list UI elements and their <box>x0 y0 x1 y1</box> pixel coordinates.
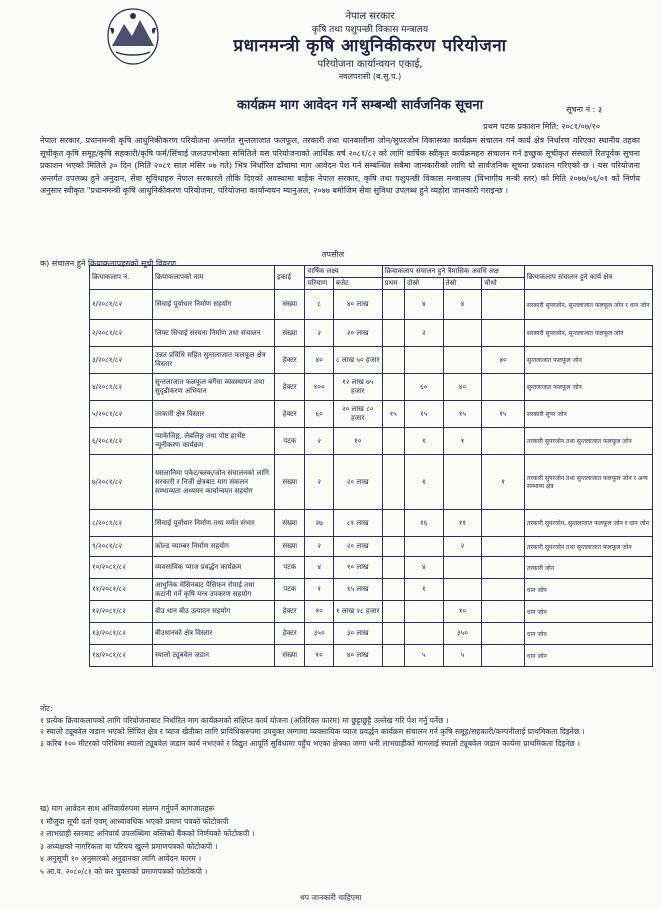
cell-budget: ४० लाख <box>333 645 382 667</box>
document-item: २ लाभग्राही स्तरबाट अनिवार्य उपलब्धिमा बस्तिको बैंकको निर्णयको फोटोकपी । <box>40 829 255 839</box>
cell-unit: संख्या <box>274 320 304 347</box>
cell-budget: १० लाख <box>333 557 382 579</box>
notes-label: नोट: <box>40 704 53 713</box>
documents-title: ख) माग आवेदन साथ अनिवार्यरुपमा संलग्न गर्नुपर्ने कागजातहरू <box>40 804 215 813</box>
cell-qty: २ <box>305 428 333 455</box>
cell-q3: ४० <box>443 374 482 401</box>
cell-no: ७/२०८१/८२ <box>90 455 153 510</box>
cell-name: कोल्ड च्याम्बर निर्माण सहयोग <box>153 537 275 557</box>
cell-q1 <box>382 510 404 537</box>
table-title: क) संचालन हुने क्रियाकलापहरुको सूची विवरण <box>40 259 177 268</box>
header-area: क्रियाकलाप संचालन हुने कार्य क्षेत्र <box>524 266 652 290</box>
cell-q4 <box>482 601 525 623</box>
cell-no: ४/२०८१/८२ <box>90 374 153 401</box>
header-no: क्रियाकलाप नं. <box>90 266 153 290</box>
cell-unit: हेक्टर <box>274 623 304 645</box>
documents-section <box>40 803 640 879</box>
cell-q1: १५ <box>382 401 404 428</box>
cell-area: तरकारी सुपरजोन, सुन्तलाजात फलफूल जोन र धान जोन <box>524 510 652 537</box>
cell-no: १०/२०८१/८२ <box>90 557 153 579</box>
cell-unit: संख्या <box>274 510 304 537</box>
cell-budget: १२ लाख ७५ हजार <box>333 374 382 401</box>
cell-q2: १ <box>404 579 443 601</box>
cell-no: १४/२०८१/८२ <box>90 645 153 667</box>
cell-q3: ४ <box>443 290 482 320</box>
cell-q4 <box>482 623 525 645</box>
cell-q4 <box>482 557 525 579</box>
header-q3: तेस्रो <box>443 278 482 290</box>
cell-area: सरकारी सुपरजोन, सुन्तलाजात फलफूल जोन र धान जोन <box>524 290 652 320</box>
cell-qty: ३५० <box>305 623 333 645</box>
cell-budget: १० <box>333 428 382 455</box>
cell-q1 <box>382 645 404 667</box>
header-annual-target: वार्षिक लक्ष्य <box>305 266 382 278</box>
cell-area: सरकारी सुपरजोन, सुन्तलाजात फलफूल जोन <box>524 320 652 347</box>
cell-name: सिंचाई पूर्वाधार निर्माण तथा मर्मत संभार <box>153 510 275 537</box>
footer-note: थप जानकारी चाहिएमा <box>300 893 362 902</box>
document-item: १ मौजुदा सूची दर्ता एवम् आध्यावधिक भएको प्रमाण पत्रको फोटोकपी <box>40 816 229 826</box>
cell-q4 <box>482 428 525 455</box>
cell-q1 <box>382 579 404 601</box>
header-q1: प्रथम <box>382 278 404 290</box>
cell-area: धान जोन <box>524 601 652 623</box>
cell-q4: ४० <box>482 347 525 374</box>
cell-q1 <box>382 455 404 510</box>
cell-q3: ३५० <box>443 623 482 645</box>
cell-q3 <box>443 579 482 601</box>
cell-name: उन्नत प्रविधि सहित सुन्तलाजात फलफूल क्षेत्र विस्तार <box>153 347 275 374</box>
table-row <box>90 510 653 537</box>
cell-q2: ५ <box>404 645 443 667</box>
cell-name: आधुनिक मेसिनबाट पैसिफन रोपाई तथा कटानी गर्ने कृषि यन्त्र उपकरण सहयोग <box>153 579 275 601</box>
cell-q2: १६ <box>404 510 443 537</box>
note-item: ३ करिब १०० मीटरको परिधिमा स्यालो ट्यूबवेल जडान कार्य नभएको र विद्युत आपूर्ति सुविधामा पहुँच भएका क्षेत्रका जग्गा धनी लाभग्राहीको मागलाई स्यालो ट्यूबवेल जडान कार्यमा प्राथमिकता दिइनेछ । <box>40 738 580 748</box>
cell-q3 <box>443 320 482 347</box>
cell-q3 <box>443 347 482 374</box>
cell-q4 <box>482 290 525 320</box>
cell-q1 <box>382 374 404 401</box>
cell-unit: संख्या <box>274 455 304 510</box>
cell-no: १२/२०८१/८२ <box>90 601 153 623</box>
cell-area: सरकारी सुपर जोन <box>524 401 652 428</box>
cell-q2: १ <box>404 428 443 455</box>
header-quantity: परिमाण <box>305 278 333 290</box>
cell-q3 <box>443 455 482 510</box>
cell-qty: १ <box>305 579 333 601</box>
cell-q4: १५ <box>482 401 525 428</box>
cell-no: १३/२०८१/८२ <box>90 623 153 645</box>
cell-q1 <box>382 623 404 645</box>
unit-name: परियोजना कार्यान्वयन एकाई, <box>317 59 423 70</box>
table-row <box>90 579 653 601</box>
cell-no: ३/२०८१/८२ <box>90 347 153 374</box>
cell-name: प्याकेजिङ्ग, लेबलिङ्ग तथा पोष्ट हार्भेष्ट न्यूनीकरण कार्यक्रम <box>153 428 275 455</box>
cell-area: तरकारी सुपरजोन तथा सुन्तलाजात फलफूल जोन <box>524 537 652 557</box>
activity-table <box>89 265 653 667</box>
cell-area: धान जोन <box>524 645 652 667</box>
cell-unit: हेक्टर <box>274 374 304 401</box>
cell-q1 <box>382 557 404 579</box>
cell-q3: २ <box>443 537 482 557</box>
cell-name: लिफ्ट सिंचाई संरचना निर्माण तथा संचालन <box>153 320 275 347</box>
publication-date: प्रथम पटक प्रकाशन मिति: २०८१/०७/१० <box>483 122 600 131</box>
cell-area: सुन्तलाजात फलफूल जोन <box>524 347 652 374</box>
cell-q2: १५ <box>404 401 443 428</box>
cell-q2 <box>404 623 443 645</box>
cell-q4 <box>482 320 525 347</box>
cell-qty: ४० <box>305 347 333 374</box>
cell-q2 <box>404 537 443 557</box>
cell-q4 <box>482 510 525 537</box>
cell-q1 <box>382 320 404 347</box>
cell-no: ६/२०८१/८२ <box>90 428 153 455</box>
cell-area: तरकारी सुपरजोन तथा सुन्तलाजात फलफूल जोन <box>524 428 652 455</box>
cell-no: ८/२०८१/८२ <box>90 510 153 537</box>
cell-budget: २० लाख <box>333 320 382 347</box>
cell-q3: १० <box>443 601 482 623</box>
cell-budget: १ लाख २८ हजार <box>333 601 382 623</box>
cell-budget: ३० लाख <box>333 623 382 645</box>
schedule-label: तपसील <box>322 250 345 259</box>
cell-budget: २० लाख <box>333 537 382 557</box>
table-row <box>90 645 653 667</box>
cell-budget: ८१ लाख <box>333 510 382 537</box>
cell-q3: १ <box>443 428 482 455</box>
cell-budget: २० लाख <box>333 455 382 510</box>
cell-area: धान जोन <box>524 579 652 601</box>
activity-rows <box>90 290 653 667</box>
table-row <box>90 320 653 347</box>
header-budget: बजेट <box>333 278 382 290</box>
cell-qty: २७ <box>305 510 333 537</box>
table-row <box>90 623 653 645</box>
cell-budget: ४० लाख <box>333 290 382 320</box>
cell-q2 <box>404 601 443 623</box>
cell-q2: ६० <box>404 374 443 401</box>
notice-body: नेपाल सरकार, प्रधानमन्त्री कृषि आधुनिकीकरण परियोजना अन्तर्गत सुन्तलाजात फलफूल, तरकारी तथा धानबालीमा जोन/सुपरजोन विकासका कार्यक्रम संचालन गर्न कार्य क्षेत्र निर्धारण गरिएका स्थानीय तहका सूचीकृत कृषि समूह/कृषि सहकारी/कृषि फर्म/सिंचाई जलउपभोक्ता समितिले यस परियोजनाको आर्थिक वर्ष २०८१/८२ को लागि वार्षिक स्वीकृत कार्यक्रमहरु संचालन गर्न इच्छुक सूचीकृत संस्थाले रितपूर्वक सूचना प्रकाशन भएको मितिले ३० दिन (मिति २०८१ साल मंसिर ०७ गते) भित्र निर्धारित ढाँचामा माग आवेदन पेश गर्न सम्बन्धित सबैमा जानकारीको लागि यो सार्वजनिक सूचना प्रकाशन गरिएको छ । यस परियोजना अन्तर्गत उपलब्ध हुने अनुदान, सेवा सुविधाहरु नेपाल सरकारले तोकि दिएको अवस्थामा बाहेक नेपाल सरकार, कृषि तथा पशुपन्छी विकास मन्त्रालय (विभागीय मन्त्री स्तर) को मिति २०७७/०६/०१ को निर्णय अनुसार स्वीकृत "प्रधानमन्त्री कृषि आधुनिकीकरण परियोजना, परियोजना कार्यान्वयन म्यानुअल, २०७७ बमोजिम सेवा सुविधा उपलब्ध हुने व्यहोरा जानकारी गराइन्छ । <box>40 136 640 196</box>
cell-q3 <box>443 557 482 579</box>
cell-q2: १ <box>404 455 443 510</box>
cell-q4: १ <box>482 455 525 510</box>
cell-q1 <box>382 537 404 557</box>
cell-unit: पटक <box>274 428 304 455</box>
note-item: २ स्यालो ट्यूबवेल जडान भएको सिंचित क्षेत्र र प्याज खेतीका लागि प्राविधिकरुपमा उपयुक्त जग्गामा व्यवसायिक प्याज प्रवर्द्धन कार्यक्रम संचालन गर्न कृषि समूह/सहकारी/कम्पनीलाई प्राथमिकता दिइनेछ । <box>40 727 585 737</box>
table-row <box>90 428 653 455</box>
table-row <box>90 537 653 557</box>
cell-q2: २ <box>404 320 443 347</box>
cell-area: सुन्तलाजात फलफूल जोन <box>524 374 652 401</box>
document-item: ४ अनुसूची १० अनुसारको अनुदानका लागि आवेदन फारम । <box>40 854 202 864</box>
cell-name: बीउ धान बीउ उत्पादन सहयोग <box>153 601 275 623</box>
header-unit: इकाई <box>274 266 304 290</box>
cell-unit: हेक्टर <box>274 601 304 623</box>
cell-q4 <box>482 579 525 601</box>
cell-area: तरकारी सुपरजोन तथा सुन्तलाजात फलफूल जोन र अन्य सम्भाव्य क्षेत्र <box>524 455 652 510</box>
cell-qty: २ <box>305 537 333 557</box>
table-row <box>90 290 653 320</box>
note-item: १ प्रत्येक क्रियाकलापको लागि परियोजनाबाट निर्धारित माग कार्यक्रमको संक्षिप्त कार्य योजना (अतिरिक्त फारम) मा छुट्टाछुट्टै उल्लेख गरि पेश गर्नु पर्नेछ । <box>40 715 449 725</box>
cell-q1 <box>382 347 404 374</box>
cell-q2: ४ <box>404 557 443 579</box>
office-location: नवलपरासी (ब.सु.प.) <box>338 72 402 81</box>
cell-name: बीउधानको क्षेत्र विस्तार <box>153 623 275 645</box>
cell-name: स्यालो ट्यूबवेल जडान <box>153 645 275 667</box>
cell-no: ५/२०८१/८२ <box>90 401 153 428</box>
cell-qty: २ <box>305 455 333 510</box>
table-row <box>90 401 653 428</box>
header-name: क्रियाकलापको नाम <box>153 266 275 290</box>
notes-section <box>40 703 645 749</box>
header-q2: दोस्रो <box>404 278 443 290</box>
cell-qty: १० <box>305 601 333 623</box>
cell-qty: ६० <box>305 401 333 428</box>
cell-name: सिंचाई पूर्वाधार निर्माण सहयोग <box>153 290 275 320</box>
cell-budget: २० लाख ८० हजार <box>333 401 382 428</box>
cell-unit: संख्या <box>274 645 304 667</box>
cell-unit: पटक <box>274 579 304 601</box>
cell-q1 <box>382 290 404 320</box>
cell-unit: हेक्टर <box>274 401 304 428</box>
cell-qty: १० <box>305 645 333 667</box>
header-period: क्रियाकलाप संचालन हुने त्रैमासिक अवधि लक्ष <box>382 266 524 278</box>
cell-q1 <box>382 601 404 623</box>
cell-q3: ५ <box>443 645 482 667</box>
project-name: प्रधानमन्त्री कृषि आधुनिकीकरण परियोजना <box>233 36 507 56</box>
document-item: ३ अध्यक्षको नागरिकता वा परिचय खुल्ने प्रमाणपत्रको फोटोकपी । <box>40 841 218 851</box>
cell-unit: संख्या <box>274 290 304 320</box>
document-item: ५ आ.व. २०८०/८१ को कर चुक्ताको प्रमाणपत्रको फोटोकपी । <box>40 866 208 876</box>
cell-qty: १०० <box>305 374 333 401</box>
cell-no: ९/२०८१/८२ <box>90 537 153 557</box>
table-row <box>90 374 653 401</box>
cell-q4 <box>482 537 525 557</box>
cell-name: व्यवसायिक प्याज प्रवर्द्धन कार्यक्रम <box>153 557 275 579</box>
cell-qty: ८ <box>305 290 333 320</box>
table-row <box>90 455 653 510</box>
cell-no: १/२०८१/८२ <box>90 290 153 320</box>
cell-budget: ८ लाख ५० हजार <box>333 347 382 374</box>
cell-area: धान जोन <box>524 623 652 645</box>
cell-no: ११/२०८१/८२ <box>90 579 153 601</box>
cell-qty: ४ <box>305 557 333 579</box>
cell-q2 <box>404 347 443 374</box>
cell-area: तरकारी जोन <box>524 557 652 579</box>
header-q4: चौथो <box>482 278 525 290</box>
cell-no: २/२०८१/८२ <box>90 320 153 347</box>
cell-name: यसलानिमा पकेट/ब्लक/जोन संचालनको लागि सरकारी र निजी क्षेत्रबाट माग संकलन सम्भाव्यता अध्ययन कार्यान्वयन सहयोग <box>153 455 275 510</box>
table-row <box>90 347 653 374</box>
cell-q3: ११ <box>443 510 482 537</box>
cell-unit: पटक <box>274 557 304 579</box>
cell-q4 <box>482 374 525 401</box>
cell-unit: हेक्टर <box>274 347 304 374</box>
ministry-name: कृषि तथा पशुपन्छी विकास मन्त्रालय <box>311 25 429 35</box>
cell-name: तरकारी क्षेत्र विस्तार <box>153 401 275 428</box>
table-row <box>90 557 653 579</box>
government-name: नेपाल सरकार <box>345 11 395 22</box>
cell-q3: १५ <box>443 401 482 428</box>
cell-budget: १५ लाख <box>333 579 382 601</box>
cell-q1 <box>382 428 404 455</box>
cell-q2: ४ <box>404 290 443 320</box>
cell-qty: २ <box>305 320 333 347</box>
notice-number: सूचना नं : ३ <box>566 105 602 114</box>
cell-q4 <box>482 645 525 667</box>
cell-unit: संख्या <box>274 537 304 557</box>
table-row <box>90 601 653 623</box>
cell-name: सुन्तलाजात फलफूल बगैंचा व्यवस्थापन तथा सुदृढीकरण अभियान <box>153 374 275 401</box>
notice-title: कार्यक्रम माग आवेदन गर्ने सम्बन्धी सार्वजनिक सूचना <box>236 98 484 113</box>
